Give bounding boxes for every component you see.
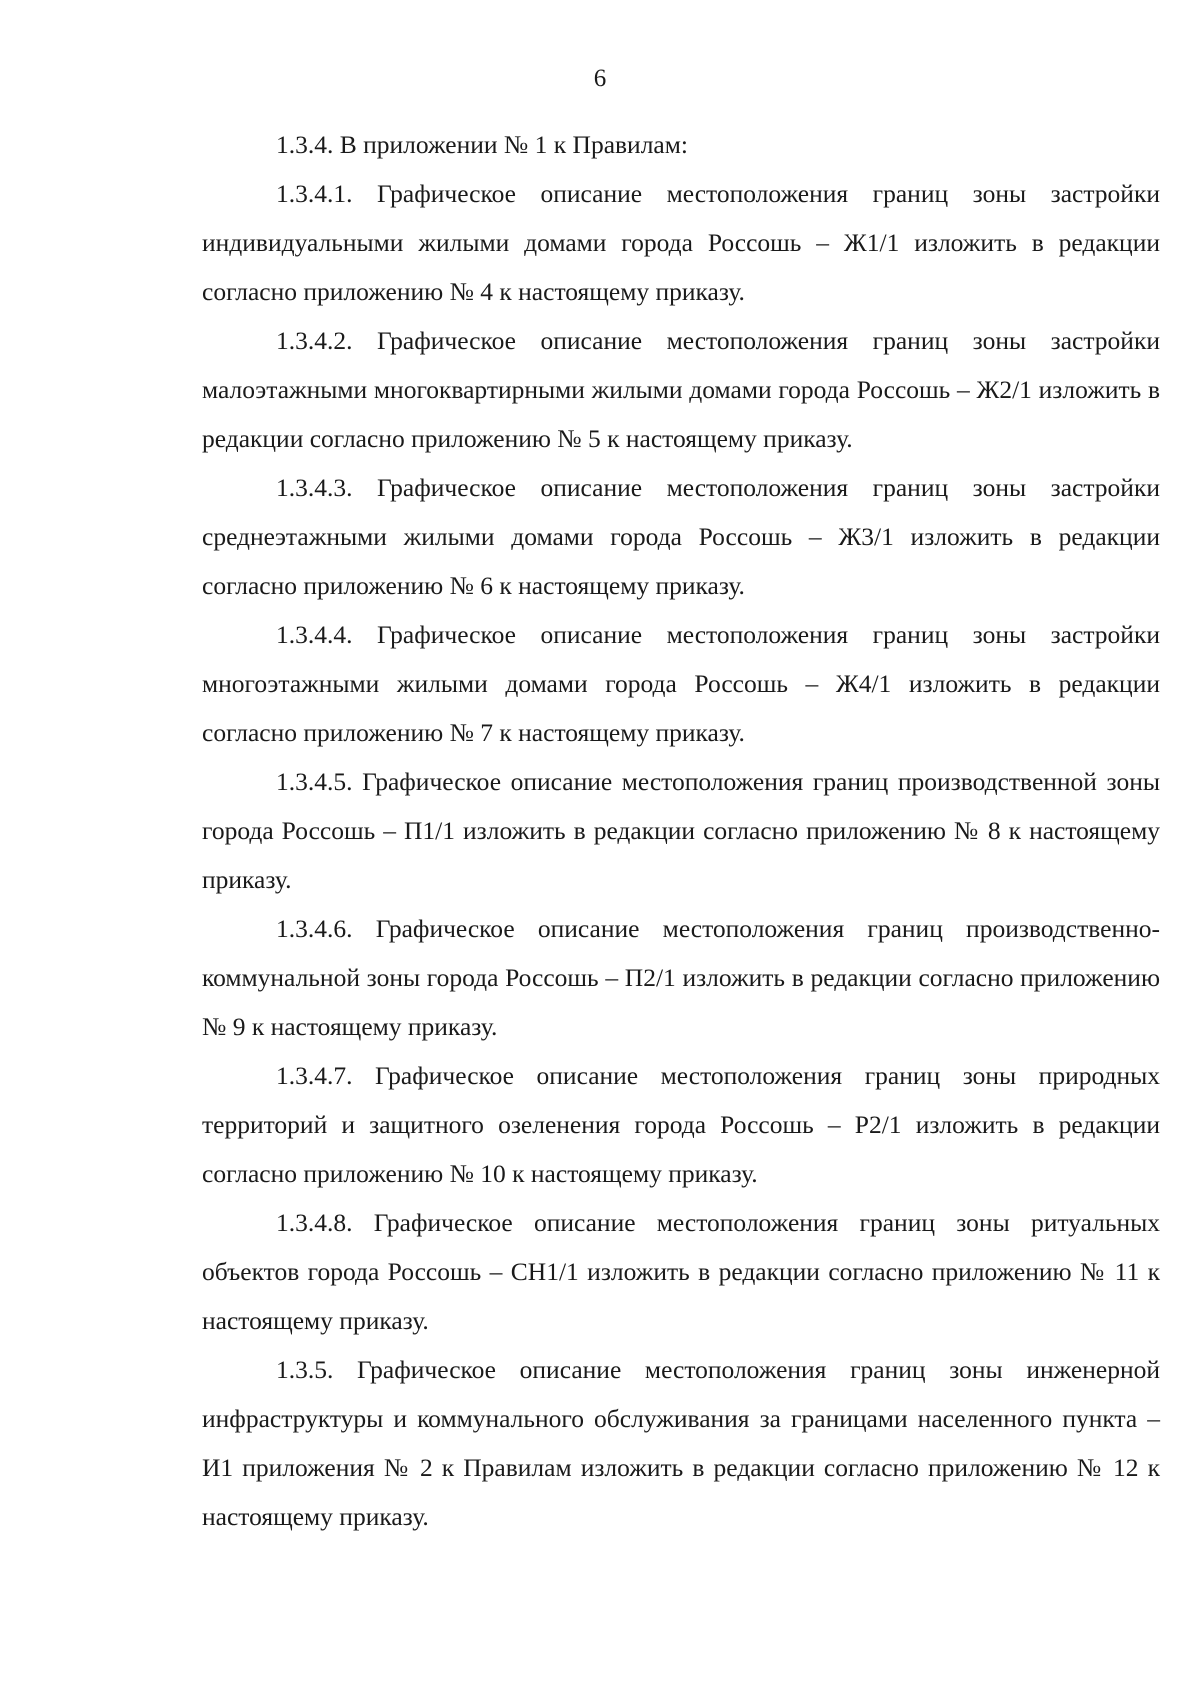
paragraph-1-3-4-4: 1.3.4.4. Графическое описание местоположения границ зоны застройки многоэтажными жилыми домами города Россошь – Ж4/1 изложить в редакции согласно приложению № 7 к настоящему приказу.: [202, 620, 1160, 747]
paragraph-1-3-4: 1.3.4. В приложении № 1 к Правилам:: [276, 130, 688, 159]
document-body: [202, 120, 1160, 1541]
paragraph-1-3-4-2: 1.3.4.2. Графическое описание местоположения границ зоны застройки малоэтажными многоквартирными жилыми домами города Россошь – Ж2/1 изложить в редакции согласно приложению № 5 к настоящему приказу.: [202, 326, 1160, 453]
paragraph-1-3-4-1: 1.3.4.1. Графическое описание местоположения границ зоны застройки индивидуальными жилыми домами города Россошь – Ж1/1 изложить в редакции согласно приложению № 4 к настоящему приказу.: [202, 179, 1160, 306]
paragraph-1-3-4-3: 1.3.4.3. Графическое описание местоположения границ зоны застройки среднеэтажными жилыми домами города Россошь – Ж3/1 изложить в редакции согласно приложению № 6 к настоящему приказу.: [202, 473, 1160, 600]
page-number: 6: [593, 65, 607, 92]
paragraph-1-3-4-8: 1.3.4.8. Графическое описание местоположения границ зоны ритуальных объектов города Россошь – СН1/1 изложить в редакции согласно приложению № 11 к настоящему приказу.: [202, 1208, 1160, 1335]
paragraph-1-3-4-5: 1.3.4.5. Графическое описание местоположения границ производственной зоны города Россошь – П1/1 изложить в редакции согласно приложению № 8 к настоящему приказу.: [202, 767, 1160, 894]
paragraph-1-3-5: 1.3.5. Графическое описание местоположения границ зоны инженерной инфраструктуры и коммунального обслуживания за границами населенного пункта – И1 приложения № 2 к Правилам изложить в редакции согласно приложению № 12 к настоящему приказу.: [202, 1355, 1160, 1531]
paragraph-1-3-4-7: 1.3.4.7. Графическое описание местоположения границ зоны природных территорий и защитного озеленения города Россошь – Р2/1 изложить в редакции согласно приложению № 10 к настоящему приказу.: [202, 1061, 1160, 1188]
paragraph-1-3-4-6: 1.3.4.6. Графическое описание местоположения границ производственно-коммунальной зоны города Россошь – П2/1 изложить в редакции согласно приложению № 9 к настоящему приказу.: [202, 914, 1160, 1041]
